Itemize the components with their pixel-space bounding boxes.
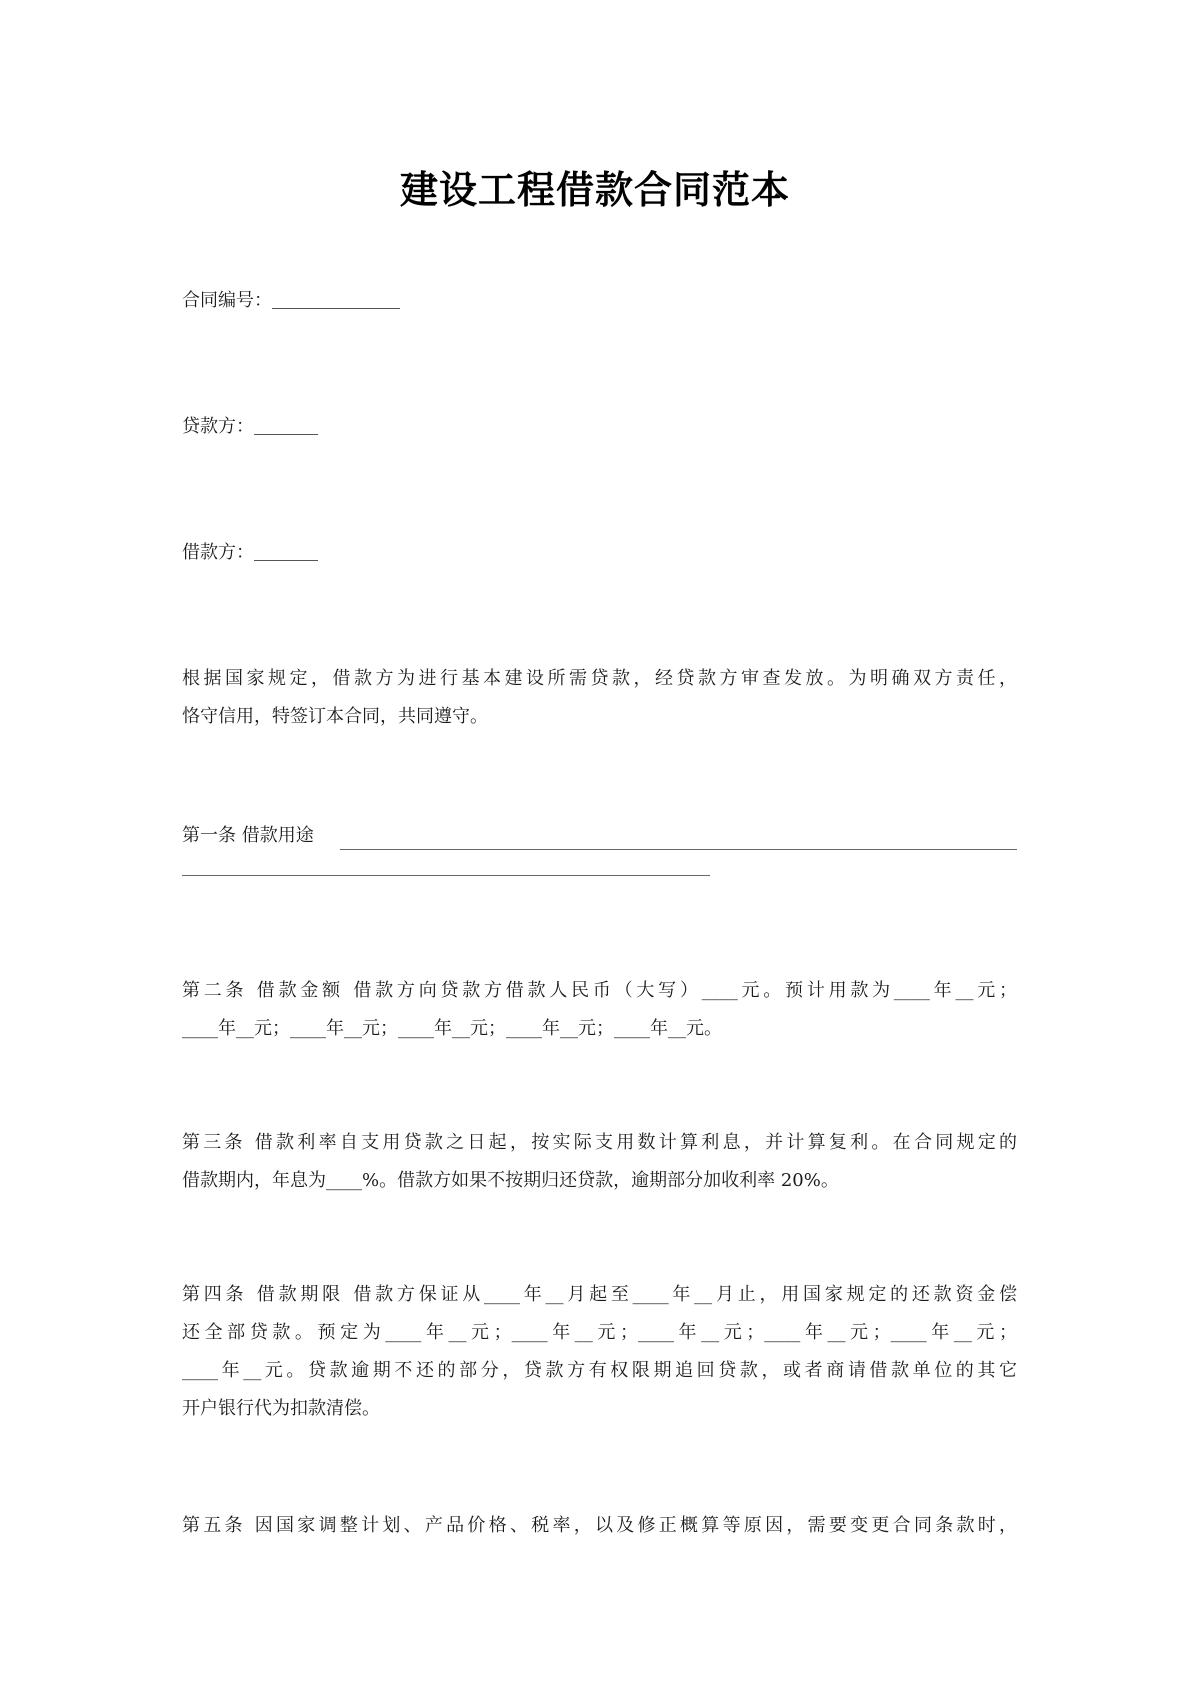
article-1-blank-1 xyxy=(340,849,1017,850)
article-1-blank-2 xyxy=(182,875,710,876)
article-3-line-1: 第三条 借款利率自支用贷款之日起，按实际支用数计算利息，并计算复利。在合同规定的 xyxy=(182,1132,1017,1153)
contract-number-label: 合同编号： xyxy=(182,290,272,311)
article-4-line-4: 开户银行代为扣款清偿。 xyxy=(182,1398,380,1419)
contract-number-line xyxy=(182,282,1017,320)
lender-line xyxy=(182,408,1017,446)
contract-number-blank xyxy=(272,290,400,309)
article-5-paragraph xyxy=(182,1507,1017,1545)
document-title: 建设工程借款合同范本 xyxy=(399,167,790,212)
article-5-line-1: 第五条 因国家调整计划、产品价格、税率，以及修正概算等原因，需要变更合同条款时， xyxy=(182,1515,1017,1536)
article-1-heading: 第一条 借款用途 xyxy=(182,825,314,846)
borrower-blank xyxy=(254,542,318,561)
preamble-line-1: 根据国家规定，借款方为进行基本建设所需贷款，经贷款方审查发放。为明确双方责任， xyxy=(182,668,1017,689)
article-4-line-3: ____年__元。贷款逾期不还的部分，贷款方有权限期追回贷款，或者商请借款单位的其它 xyxy=(182,1360,1017,1381)
borrower-label: 借款方： xyxy=(182,542,254,563)
article-4-line-2: 还全部贷款。预定为____年__元；____年__元；____年__元；____年__元；____年__元； xyxy=(182,1322,1017,1343)
preamble-paragraph xyxy=(182,660,1017,736)
article-3-paragraph xyxy=(182,1124,1017,1200)
borrower-line xyxy=(182,534,1017,572)
preamble-line-2: 恪守信用，特签订本合同，共同遵守。 xyxy=(182,706,488,727)
article-2-line-2: ____年__元；____年__元；____年__元；____年__元；____年__元。 xyxy=(182,1018,722,1039)
lender-blank xyxy=(254,416,318,435)
lender-label: 贷款方： xyxy=(182,416,254,437)
article-4-line-1: 第四条 借款期限 借款方保证从____年__月起至____年__月止，用国家规定的还款资金偿 xyxy=(182,1284,1017,1305)
article-4-paragraph xyxy=(182,1276,1017,1428)
article-2-line-1: 第二条 借款金额 借款方向贷款方借款人民币（大写）____元。预计用款为____年__元； xyxy=(182,980,1017,1001)
article-2-paragraph xyxy=(182,972,1017,1048)
article-3-line-2: 借款期内，年息为____%。借款方如果不按期归还贷款，逾期部分加收利率 20%。 xyxy=(182,1170,839,1191)
